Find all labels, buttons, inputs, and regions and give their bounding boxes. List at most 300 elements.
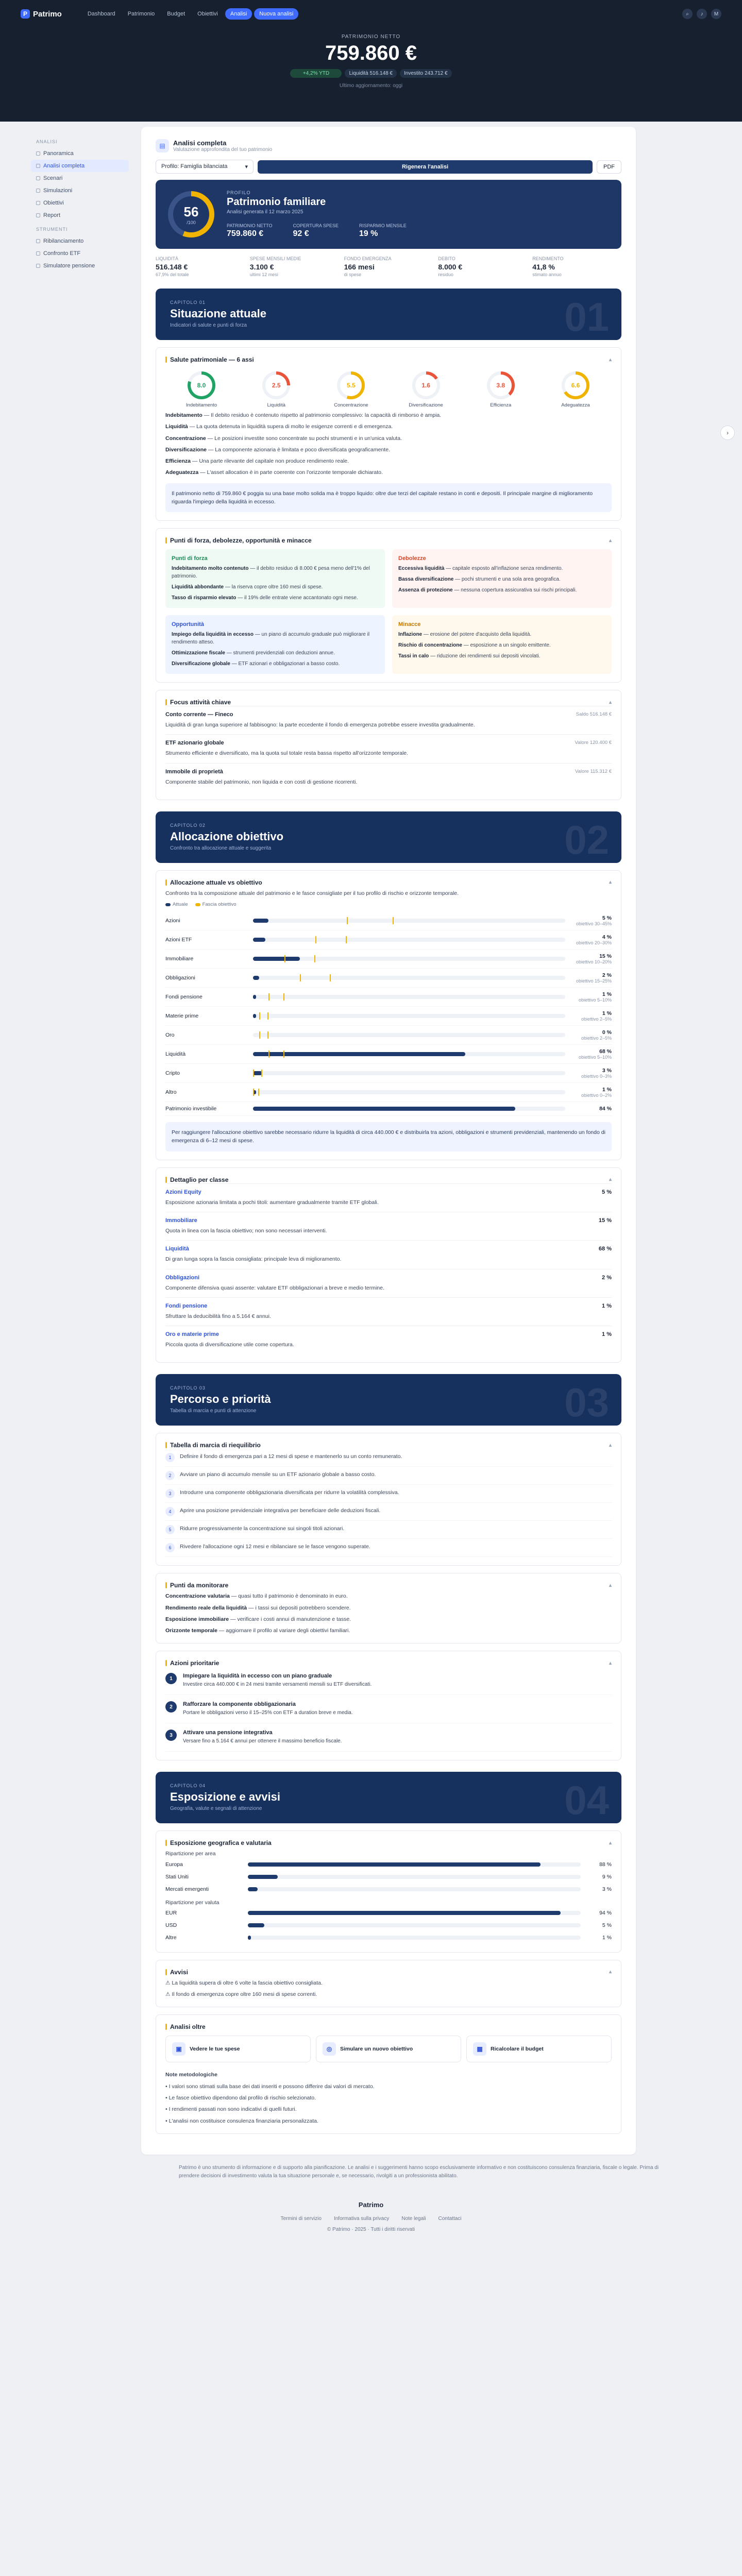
- chevron-up-icon[interactable]: ▴: [609, 1442, 612, 1448]
- footer: [0, 2201, 742, 2253]
- geo-label: Stati Uniti: [165, 1873, 189, 1880]
- allocation-value: 2 % obiettivo 15–25%: [565, 972, 612, 984]
- asset-name: Fondi pensione: [165, 1302, 208, 1309]
- focus-item-title: ETF azionario globale: [165, 740, 224, 747]
- bold-label: Bassa diversificazione: [398, 577, 454, 583]
- monitor-item: Esposizione immobiliare — verificare i costi annui di manutenzione e tasse.: [165, 1616, 351, 1622]
- roadmap-item: [165, 1449, 612, 1467]
- roadmap-item: [165, 1521, 612, 1539]
- section-title: Dettaglio per classe: [170, 1176, 229, 1183]
- allocation-fill: [253, 919, 268, 923]
- currency-head: Ripartizione per valuta: [165, 1899, 220, 1906]
- allocation-row: [165, 911, 612, 930]
- allocation-track: [253, 1090, 565, 1094]
- chevron-up-icon[interactable]: ▴: [609, 1582, 612, 1588]
- note-item: • L'analisi non costituisce consulenza finanziaria personalizzata.: [165, 2117, 318, 2124]
- bold-label: Impiego della liquidità in eccesso: [172, 632, 254, 638]
- allocation-track: [253, 957, 565, 961]
- allocation-value: 1 % obiettivo 0–2%: [565, 1087, 612, 1098]
- gauge-label: Liquidità: [267, 402, 285, 408]
- link-new-goal[interactable]: ◎ Simulare un nuovo obiettivo: [316, 2036, 461, 2062]
- alert-item: ⚠ La liquidità supera di oltre 6 volte la fascia obiettivo consigliata.: [165, 1979, 323, 1986]
- geo-track: [248, 1936, 581, 1940]
- allocation-label: Cripto: [165, 1070, 180, 1077]
- focus-item-title: Conto corrente — Fineco: [165, 711, 233, 718]
- ytd-chip: +4,2% YTD: [290, 69, 342, 78]
- allocation-label: Patrimonio investibile: [165, 1106, 217, 1112]
- allocation-label: Altro: [165, 1089, 177, 1096]
- section-title: Punti di forza, debolezze, opportunità e minacce: [170, 537, 312, 545]
- health-card: [156, 347, 621, 521]
- section-title: Punti da monitorare: [170, 1582, 229, 1589]
- note-item: • Le fasce obiettivo dipendono dal profilo di rischio selezionato.: [165, 2094, 316, 2101]
- gauge-value: 1.6: [415, 375, 437, 396]
- asset-name: Liquidità: [165, 1246, 189, 1252]
- sidebar: [31, 116, 129, 2155]
- score-card: [156, 180, 621, 249]
- sidebar-item-pension[interactable]: Simulatore pensione: [31, 260, 129, 272]
- chevron-up-icon[interactable]: ▴: [609, 879, 612, 886]
- swot-item: Eccessiva liquidità — capitale esposto all'inflazione senza rendimento.: [398, 566, 563, 572]
- more-card: [156, 2014, 621, 2133]
- actions-card: [156, 1651, 621, 1760]
- allocation-row: [165, 930, 612, 950]
- main-content: [141, 127, 729, 2155]
- geo-label: Europa: [165, 1861, 183, 1868]
- allocation-row: [165, 969, 612, 988]
- focus-item-header: [165, 769, 612, 775]
- monitor-item: Concentrazione valutaria — quasi tutto il patrimonio è denominato in euro.: [165, 1593, 348, 1600]
- bold-label: Inflazione: [398, 632, 423, 638]
- roadmap-step-text: Aprire una posizione previdenziale integrativa per beneficiare delle deduzioni fiscali.: [180, 1507, 381, 1514]
- roadmap-step-text: Ridurre progressivamente la concentrazione sui singoli titoli azionari.: [180, 1526, 345, 1532]
- action-body: [183, 1673, 372, 1688]
- allocation-legend: Attuale Fascia obiettivo: [165, 902, 612, 907]
- action-item[interactable]: [165, 1723, 612, 1752]
- action-title: Impiegare la liquidità in eccesso con un piano graduale: [183, 1673, 332, 1680]
- health-note: Efficienza — Una parte rilevante del capitale non produce rendimento reale.: [165, 458, 349, 465]
- swot-box: [165, 615, 385, 674]
- asset-header: [165, 1275, 612, 1281]
- asset-header: [165, 1246, 612, 1252]
- footer-link[interactable]: Contattaci: [438, 2215, 462, 2222]
- bell-icon[interactable]: ♪: [697, 9, 707, 19]
- allocation-value: 1 % obiettivo 2–5%: [565, 1010, 612, 1022]
- allocation-label: Obbligazioni: [165, 975, 195, 981]
- net-worth-value: 759.860 €: [325, 42, 417, 64]
- bold-label: Tassi in calo: [398, 653, 429, 659]
- allocation-row: [165, 1045, 612, 1064]
- detail-card: [156, 1167, 621, 1363]
- alerts-card: [156, 1960, 621, 2008]
- calculator-icon: ▦: [473, 2042, 486, 2056]
- net-worth-label: PATRIMONIO NETTO: [341, 34, 401, 40]
- section-title: Salute patrimoniale — 6 assi: [170, 356, 254, 363]
- rebalance-icon: [36, 239, 40, 243]
- bold-label: Rendimento reale della liquidità: [165, 1604, 247, 1611]
- swot-heading: Opportunità: [172, 621, 204, 628]
- swot-item: Tasso di risparmio elevato — il 19% delle entrate viene accantonato ogni mese.: [172, 595, 358, 601]
- gauge-ring: [188, 371, 215, 399]
- chapter-title: Percorso e priorità: [170, 1393, 271, 1406]
- chevron-up-icon[interactable]: ▴: [609, 1969, 612, 1975]
- geo-value: 94 %: [599, 1909, 612, 1916]
- page-subtitle: Valutazione approfondita del tuo patrimonio: [173, 147, 273, 152]
- allocation-value: 5 % obiettivo 30–45%: [565, 915, 612, 926]
- bold-label: Indebitamento molto contenuto: [172, 566, 249, 572]
- overview-icon: [36, 151, 40, 156]
- allocation-label: Azioni: [165, 918, 180, 924]
- notes-list: [165, 2082, 612, 2125]
- asset-text: Sfruttare la deducibilità fino a 5.164 € annui.: [165, 1313, 271, 1319]
- footer-link[interactable]: Informativa sulla privacy: [333, 2215, 390, 2222]
- section-title: Avvisi: [170, 1968, 188, 1976]
- section-title: Analisi oltre: [170, 2023, 206, 2031]
- action-number: 1: [165, 1673, 177, 1684]
- swot-grid: [165, 549, 612, 674]
- target-range: [259, 1012, 268, 1020]
- bold-label: Esposizione immobiliare: [165, 1616, 229, 1622]
- disclaimer: Patrimo è uno strumento di informazione e di supporto alla pianificazione. Le analisi e i suggerimenti hanno scopo esclusivamente informativo e non costituiscono consulenza finanziaria, fiscale o legale. Prima di prendere decisioni di investimento valuta la tua situazione personale e, se necessario, rivolgiti a un professionista abilitato.: [179, 2164, 659, 2179]
- allocation-fill: [253, 995, 256, 999]
- nav-analisi[interactable]: Analisi: [225, 8, 252, 20]
- action-item[interactable]: [165, 1695, 612, 1723]
- bold-label: Liquidità abbondante: [172, 584, 224, 590]
- swot-item: Ottimizzazione fiscale — strumenti previdenziali con deduzioni annue.: [172, 650, 335, 656]
- allocation-value: 3 % obiettivo 0–3%: [565, 1067, 612, 1079]
- chart-icon: ▤: [156, 139, 169, 152]
- allocation-value: 0 % obiettivo 2–5%: [565, 1029, 612, 1041]
- target-range: [284, 955, 316, 962]
- chevron-up-icon[interactable]: ▴: [609, 1840, 612, 1846]
- swot-item: Rischio di concentrazione — esposizione a un singolo emittente.: [398, 642, 551, 649]
- allocation-rows: [165, 911, 612, 1116]
- allocation-track: [253, 1033, 565, 1037]
- asset-item: [165, 1326, 612, 1354]
- allocation-label: Oro: [165, 1032, 175, 1039]
- wallet-icon: ▣: [172, 2042, 185, 2056]
- bold-label: Ottimizzazione fiscale: [172, 650, 225, 656]
- health-note: Indebitamento — Il debito residuo è contenuto rispetto al patrimonio complessivo: la capacità di rimborso è ampia.: [165, 412, 442, 418]
- geo-fill: [248, 1923, 264, 1927]
- geo-fill: [248, 1875, 278, 1879]
- gauge-value: 6.6: [565, 375, 586, 396]
- gauge-label: Adeguatezza: [561, 402, 590, 408]
- swot-item: Bassa diversificazione — pochi strumenti e una sola area geografica.: [398, 577, 561, 583]
- gauge: [550, 371, 601, 408]
- geo-row: [165, 1871, 612, 1883]
- allocation-fill: [253, 938, 265, 942]
- target-range: [253, 1070, 262, 1077]
- asset-text: Piccola quota di diversificazione utile come copertura.: [165, 1342, 294, 1348]
- geo-label: USD: [165, 1922, 177, 1928]
- target-range: [268, 993, 284, 1001]
- focus-item[interactable]: [165, 763, 612, 791]
- swot-heading: Debolezze: [398, 555, 426, 562]
- geo-row: [165, 1919, 612, 1931]
- bold-label: Adeguatezza: [165, 469, 199, 476]
- page-header: [156, 139, 621, 152]
- allocation-track: [253, 976, 565, 980]
- health-note: Concentrazione — Le posizioni investite sono concentrate su pochi strumenti e in un'unica valuta.: [165, 435, 402, 442]
- new-analysis-button[interactable]: Nuova analisi: [254, 8, 298, 20]
- top-navigation: [0, 6, 742, 22]
- compare-icon: [36, 251, 40, 256]
- health-gauges: [176, 371, 601, 408]
- nav-obiettivi[interactable]: Obiettivi: [197, 11, 218, 17]
- geo-label: EUR: [165, 1909, 177, 1916]
- allocation-target: obiettivo 30–45%: [576, 921, 612, 927]
- avatar[interactable]: M: [711, 9, 721, 19]
- bold-label: Liquidità: [165, 423, 188, 430]
- swot-item: Inflazione — erosione del potere d'acquisto della liquidità.: [398, 632, 532, 638]
- nav-right: [682, 9, 721, 19]
- allocation-value: 68 % obiettivo 5–10%: [565, 1048, 612, 1060]
- page-title: Analisi completa: [173, 139, 227, 147]
- asset-header: [165, 1189, 612, 1195]
- link-budget[interactable]: ▦ Ricalcolare il budget: [466, 2036, 612, 2062]
- swot-box: [392, 549, 612, 608]
- footer-brand: Patrimo: [358, 2200, 384, 2209]
- gauge-value: 2.5: [265, 375, 287, 396]
- target-range: [315, 936, 347, 943]
- allocation-target: obiettivo 0–3%: [581, 1074, 612, 1079]
- geo-row: [165, 1883, 612, 1895]
- gauge: [325, 371, 377, 408]
- footer-link[interactable]: Note legali: [401, 2215, 426, 2222]
- search-icon[interactable]: ⌕: [682, 9, 693, 19]
- health-notes: [165, 411, 612, 477]
- score-ring: [168, 191, 214, 238]
- allocation-value: 84 %: [599, 1106, 612, 1112]
- chapter-title: Situazione attuale: [170, 307, 267, 320]
- allocation-track: [253, 1052, 565, 1056]
- asset-text: Quota in linea con la fascia obiettivo; non sono necessari interventi.: [165, 1227, 327, 1234]
- note-item: • I valori sono stimati sulla base dei dati inseriti e possono differire dai valori di mercato.: [165, 2083, 375, 2090]
- allocation-label: Immobiliare: [165, 956, 194, 962]
- geo-rows: [165, 1858, 612, 1895]
- sidebar-heading-tools: STRUMENTI: [36, 227, 68, 232]
- action-text: Versare fino a 5.164 € annui per ottenere il massimo beneficio fiscale.: [183, 1738, 342, 1744]
- footer-link[interactable]: Termini di servizio: [280, 2215, 322, 2222]
- allocation-row: [165, 1064, 612, 1083]
- geo-row: [165, 1858, 612, 1871]
- notes-title: Note metodologiche: [165, 2072, 217, 2078]
- allocation-row: [165, 1102, 612, 1116]
- asset-weight: 5 %: [602, 1189, 612, 1195]
- action-number: 3: [165, 1730, 177, 1741]
- allocation-track: [253, 938, 565, 942]
- footer-links: [0, 2216, 742, 2222]
- geo-track: [248, 1911, 581, 1915]
- roadmap-step-text: Definire il fondo di emergenza pari a 12 mesi di spese e mantenerlo su un conto remunerato.: [180, 1453, 402, 1460]
- kpi-row: [156, 256, 621, 277]
- gauge: [176, 371, 227, 408]
- focus-item[interactable]: [165, 706, 612, 734]
- monitor-item: Orizzonte temporale — aggiornare il profilo al variare degli obiettivi familiari.: [165, 1628, 350, 1634]
- bold-label: Efficienza: [165, 458, 191, 465]
- sidebar-item-report[interactable]: Report: [31, 209, 129, 222]
- gauge-label: Diversificazione: [409, 402, 443, 408]
- action-body: [183, 1701, 353, 1717]
- roadmap-item: [165, 1503, 612, 1521]
- nav-patrimonio[interactable]: Patrimonio: [127, 11, 155, 17]
- asset-weight: 15 %: [598, 1217, 612, 1224]
- net-worth-summary: [0, 34, 742, 89]
- chevron-right-icon[interactable]: ›: [720, 426, 735, 440]
- bold-label: Rischio di concentrazione: [398, 642, 462, 649]
- goals-icon: [36, 201, 40, 205]
- sidebar-item-scenarios[interactable]: Scenari: [31, 172, 129, 184]
- allocation-value: 15 % obiettivo 10–20%: [565, 953, 612, 964]
- nav-budget[interactable]: Budget: [167, 11, 185, 17]
- allocation-target: obiettivo 20–30%: [576, 940, 612, 946]
- focus-item-header: [165, 740, 612, 746]
- geo-row: [165, 1931, 612, 1944]
- action-body: [183, 1730, 342, 1745]
- gauge-label: Efficienza: [490, 402, 512, 408]
- chapter-title: Esposizione e avvisi: [170, 1790, 280, 1804]
- swot-item: Diversificazione globale — ETF azionari e obbligazionari a basso costo.: [172, 661, 340, 667]
- focus-item-value: Saldo 516.148 €: [576, 711, 612, 718]
- geo-label: Mercati emergenti: [165, 1886, 209, 1892]
- sidebar-item-simulations[interactable]: Simulazioni: [31, 184, 129, 197]
- asset-item: [165, 1240, 612, 1268]
- gauge-ring: [262, 371, 290, 399]
- geo-value: 1 %: [602, 1934, 612, 1941]
- main-nav: [82, 8, 298, 20]
- geo-track: [248, 1862, 581, 1867]
- allocation-value: 1 % obiettivo 5–10%: [565, 991, 612, 1003]
- last-update-link[interactable]: Ultimo aggiornamento: oggi: [339, 83, 403, 89]
- kpi-item: RENDIMENTO 41,8 % stimato annuo: [532, 256, 564, 277]
- allocation-target: obiettivo 0–2%: [581, 1093, 612, 1098]
- sidebar-item-full-analysis[interactable]: Analisi completa: [31, 160, 129, 172]
- gauge: [250, 371, 302, 408]
- gauge-ring: [337, 371, 365, 399]
- allocation-row: [165, 1026, 612, 1045]
- gauge: [400, 371, 452, 408]
- roadmap-step-number: 6: [165, 1543, 175, 1552]
- kpi-item: DEBITO 8.000 € residuo: [438, 256, 463, 277]
- geo-card: [156, 1831, 621, 1953]
- chevron-up-icon[interactable]: ▴: [609, 1660, 612, 1666]
- score-value: 56: [183, 204, 199, 219]
- roadmap-step-text: Avviare un piano di accumulo mensile su un ETF azionario globale a basso costo.: [180, 1471, 376, 1478]
- bold-label: Orizzonte temporale: [165, 1628, 217, 1634]
- sidebar-item-goals[interactable]: Obiettivi: [31, 197, 129, 209]
- asset-header: [165, 1303, 612, 1309]
- allocation-target: obiettivo 5–10%: [578, 1055, 612, 1060]
- brand-name: Patrimo: [33, 9, 62, 19]
- bold-label: Tasso di risparmio elevato: [172, 595, 237, 601]
- profile-select[interactable]: Profilo: Famiglia bilanciata ▾: [156, 160, 254, 174]
- focus-item-value: Valore 115.312 €: [575, 768, 612, 774]
- report-icon: [36, 213, 40, 217]
- bold-label: Assenza di protezione: [398, 587, 453, 594]
- roadmap-step-text: Introdurre una componente obbligazionaria diversificata per ridurre la volatilità complessiva.: [180, 1489, 399, 1496]
- action-item[interactable]: [165, 1667, 612, 1695]
- target-range: [300, 974, 331, 981]
- swot-heading: Punti di forza: [172, 555, 208, 562]
- gauge-label: Concentrazione: [334, 402, 368, 408]
- chapter-banner-1: CAPITOLO 01 Situazione attuale Indicatori di salute e punti di forza 01: [156, 289, 621, 340]
- swot-heading: Minacce: [398, 621, 421, 628]
- asset-name: Immobiliare: [165, 1217, 197, 1224]
- sidebar-item-rebalance[interactable]: Ribilanciamento: [31, 235, 129, 247]
- regenerate-button[interactable]: Rigenera l'analisi: [258, 160, 593, 174]
- score-denominator: /100: [187, 219, 196, 225]
- bold-label: Eccessiva liquidità: [398, 566, 445, 572]
- geo-head: Ripartizione per area: [165, 1851, 216, 1857]
- allocation-row: [165, 1083, 612, 1102]
- focus-item-value: Valore 120.400 €: [575, 740, 612, 746]
- profile-date: Analisi generata il 12 marzo 2025: [227, 209, 303, 215]
- geo-track: [248, 1923, 581, 1927]
- analysis-icon: [36, 164, 40, 168]
- action-text: Portare le obbligazioni verso il 15–25% con ETF a duration breve e media.: [183, 1710, 353, 1716]
- action-number: 2: [165, 1701, 177, 1713]
- gauge-ring: [412, 371, 440, 399]
- roadmap-item: [165, 1539, 612, 1557]
- link-expenses[interactable]: ▣ Vedere le tue spese: [165, 2036, 311, 2062]
- swot-item: Tassi in calo — riduzione dei rendimenti sui depositi vincolati.: [398, 653, 541, 659]
- monitor-card: [156, 1573, 621, 1643]
- sidebar-item-etf-compare[interactable]: Confronto ETF: [31, 247, 129, 260]
- chapter-banner-3: CAPITOLO 03 Percorso e priorità Tabella di marcia e punti di attenzione 03: [156, 1374, 621, 1426]
- swot-box: [165, 549, 385, 608]
- health-note: Diversificazione — La componente azionaria è limitata e poco diversificata geograficamente.: [165, 446, 390, 453]
- scenarios-icon: [36, 176, 40, 180]
- chevron-up-icon[interactable]: ▴: [609, 357, 612, 363]
- hero-header: [0, 0, 742, 122]
- allocation-label: Fondi pensione: [165, 994, 203, 1001]
- gauge-value: 3.8: [490, 375, 512, 396]
- swot-item: Liquidità abbondante — la riserva copre oltre 160 mesi di spese.: [172, 584, 323, 590]
- geo-value: 9 %: [602, 1873, 612, 1880]
- action-title: Attivare una pensione integrativa: [183, 1730, 273, 1736]
- nav-dashboard[interactable]: Dashboard: [87, 11, 115, 17]
- chevron-up-icon[interactable]: ▴: [609, 1177, 612, 1183]
- pdf-button[interactable]: PDF: [597, 160, 621, 174]
- gauge-value: 8.0: [191, 375, 212, 396]
- sidebar-item-overview[interactable]: Panoramica: [31, 147, 129, 160]
- roadmap-item: [165, 1467, 612, 1485]
- chevron-up-icon[interactable]: ▴: [609, 699, 612, 705]
- focus-item[interactable]: [165, 734, 612, 762]
- allocation-target: obiettivo 2–5%: [581, 1016, 612, 1022]
- bold-label: Diversificazione globale: [172, 661, 230, 667]
- asset-item: [165, 1269, 612, 1297]
- geo-fill: [248, 1887, 258, 1891]
- allocation-target: obiettivo 2–5%: [581, 1036, 612, 1041]
- asset-text: Di gran lunga sopra la fascia consigliata: principale leva di miglioramento.: [165, 1256, 342, 1263]
- chevron-up-icon[interactable]: ▴: [609, 537, 612, 544]
- roadmap-step-number: 3: [165, 1489, 175, 1498]
- copyright: © Patrimo · 2025 · Tutti i diritti riservati: [327, 2226, 415, 2232]
- roadmap-item: [165, 1485, 612, 1503]
- brand-logo[interactable]: [21, 9, 62, 19]
- bold-label: Diversificazione: [165, 446, 207, 453]
- section-title: Focus attività chiave: [170, 699, 231, 706]
- alert-item: ⚠ Il fondo di emergenza copre oltre 160 mesi di spese correnti.: [165, 1991, 317, 1998]
- actions-list: [165, 1667, 612, 1752]
- kpi-item: SPESE MENSILI MEDIE 3.100 € ultimi 12 mesi: [249, 256, 301, 277]
- section-title: Azioni prioritarie: [170, 1659, 220, 1667]
- score-stat: RISPARMIO MENSILE 19 %: [359, 223, 407, 238]
- asset-header: [165, 1331, 612, 1337]
- allocation-track: [253, 1071, 565, 1075]
